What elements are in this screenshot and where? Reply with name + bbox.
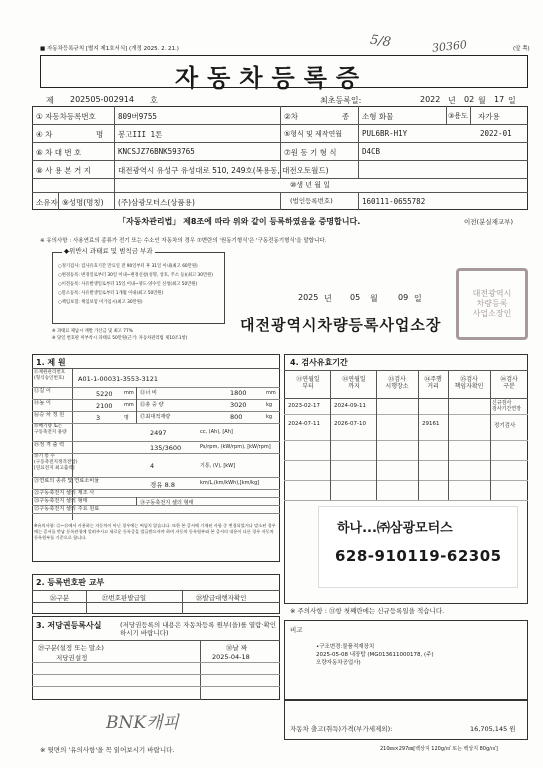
violation-foot2: ※ 당일 번호판 미부착시 과태료 50만원(근거: 자동차관리법 제10조1항) (52, 336, 188, 341)
ins-header-from: ㉛연월일 부터 (296, 376, 320, 390)
mortgage-title: 3. 저당권등록사실 (36, 621, 102, 630)
spec-value: 4 (150, 461, 155, 470)
spec-label: ㉕구동축전지 셀의 주요 원료 (34, 506, 100, 512)
spec-label: ㉓구동축전지 셀의 형태 (34, 498, 88, 504)
car-name-value: 봉고III 1톤 (118, 130, 163, 139)
spec-label2: ⑰최대적재량 (140, 414, 171, 420)
car-type-value: 소형 화물 (362, 112, 394, 121)
spec-title: 1. 제 원 (36, 358, 66, 367)
inspection-note: ※ 주의사항 : ㉛항 첫째란에는 신규등록일을 적습니다. (290, 607, 445, 615)
spec-value: 135/3600 (150, 443, 182, 452)
first-reg-day: 17 (494, 95, 505, 104)
form-reference: ■ 자동차등록규칙 [별지 제1호서식] (개정 2025. 2. 21.) (40, 46, 179, 52)
spec-label: ⑳기 통 수 (구동축전지정격전압) [연료전지 최고출력] (34, 454, 78, 471)
mortgage-note: (저당권등록의 내용은 자동차등록 원부(을)를 열람·확인하시기 바랍니다) (120, 621, 277, 637)
first-reg-month: 02 (464, 95, 475, 104)
doc-no-suffix: 호 (150, 96, 158, 105)
car-name-label: ④ 차 (36, 130, 53, 139)
spec-unit: km/L,(km/kWh),[km/kg] (200, 480, 260, 486)
issue-d: 일 (414, 294, 422, 303)
spec-unit: mm (124, 402, 134, 408)
plate-header-kind: ㉖구분 (50, 594, 70, 602)
spec-label2: ⑬너 비 (140, 390, 157, 396)
reg-no-label: ① 자동차등록번호 (36, 112, 96, 121)
spec-unit2: mm (266, 390, 276, 396)
remarks-text1: •구조변경:물품적재장치 (316, 644, 375, 650)
model-year-value: 2022-01 (480, 129, 512, 138)
ins-row1-kind: 신규검사 검사기간연장 (492, 400, 521, 412)
certify-text: 「자동차관리법」 제8조에 따라 위와 같이 등록하였음을 증명합니다. (118, 217, 361, 226)
ins-row1-from: 2023-02-17 (288, 403, 320, 409)
spec-label2: ㉔구동축전지 셀의 형태 (140, 500, 194, 506)
spec-value2: 800 (230, 413, 243, 421)
plate-header-date: ㉗번호판발급일 (102, 594, 147, 602)
sticker-line1: 하나...㈜삼광모터스 (337, 521, 453, 536)
location-value: 대전광역시 유성구 유성대로 510, 249호(복용동, 대전오토월드) (118, 166, 329, 175)
handwritten-note-bottom: BNK캐피 (106, 713, 179, 733)
ins-row2-kind: 정기검사 (494, 423, 516, 429)
spec-label: ⑲정 격 출 력 (34, 442, 65, 448)
spec-value: 3 (96, 413, 101, 422)
owner-name-label: ⑨성명(명칭) (62, 198, 104, 207)
doc-no-label: 제 (46, 96, 54, 105)
spec-label: ⑯승 차 정 원 (34, 412, 65, 418)
mortgage-kind-value: 저당권설정 (56, 654, 88, 662)
issue-year: 2025 (298, 293, 319, 302)
owner-name-value: (주)삼광모터스(상품용) (118, 198, 195, 207)
ins-row2-km: 29161 (422, 421, 440, 427)
reissue-text: 이전(분실재교부) (464, 218, 514, 226)
violation-item: ○책임보험: 책임보험 미가입시(최고 30만원) (58, 300, 143, 305)
model-value: PUL6BR-H1Y (362, 129, 408, 138)
ins-header-place: ㉝검사 시행장소 (385, 376, 409, 390)
location-label: ⑧ 사 용 본 거 지 (36, 166, 91, 175)
spec-unit: 명 (124, 415, 129, 421)
violation-list (58, 262, 213, 307)
violation-item: ○말소등록: 사유발생일로부터 1개월 이내(최고 50만원) (58, 291, 164, 296)
violation-item: ○정기검사: 검사유효기간 만료일 전 90일부터 후 31일 이내(최고 60만원) (58, 264, 198, 269)
spec-value: 5220 (96, 389, 113, 398)
paper-spec: 210㎜×297㎜[백상지 120g/㎡ 또는 백상지 80g/㎡] (380, 746, 498, 752)
ins-row2-from: 2024-07-11 (288, 421, 320, 427)
ins-header-sign: ㉟검사 책임자확인 (454, 376, 484, 390)
spec-unit: mm (124, 390, 134, 396)
spec-unit: Ps/rpm, (kW/rpm), [kW/rpm] (200, 444, 271, 450)
price-section (284, 700, 528, 740)
use-label: ③용도 (448, 112, 468, 120)
spec-unit: cc, (Ah), [Ah] (200, 429, 233, 435)
violation-title: ◆위반시 과태료 및 범칙금 부과 (64, 247, 153, 255)
spec-label: ㉑연료의 종류 및 연료소비율 (34, 478, 100, 484)
plate-title: 2. 등록번호판 교부 (36, 578, 105, 587)
spec-unit2: kg (266, 402, 273, 408)
spec-value2: 3020 (230, 401, 247, 409)
first-reg-year: 2022 (420, 95, 441, 104)
remarks-text3: 오량자동차공업사) (316, 660, 361, 666)
mortgage-header-date: ㉚날 짜 (226, 644, 248, 652)
spec-value: A01-1-00031-3553-3121 (78, 374, 158, 383)
spec-label: ⑫길 이 (34, 388, 51, 394)
violation-item: ○변경등록: 변경일로부터 30일 이내~변경신청(성명, 상호, 주소 등)(최고 30만원) (58, 273, 213, 278)
issue-y: 년 (324, 294, 332, 303)
owner-label: 소유자 (36, 198, 58, 207)
ins-header-km: ㉞주행 거리 (424, 376, 442, 390)
issue-m: 월 (370, 294, 378, 303)
vin-label: ⑥ 차 대 번 호 (36, 148, 82, 157)
official-seal: 대전광역시 차량등록 사업소장인 (456, 268, 528, 340)
reg-no-value: 809버9755 (118, 112, 157, 121)
first-reg-y: 년 (448, 96, 456, 105)
handwritten-note-top: 5/8 (369, 32, 392, 51)
remarks-text2: 2025-05-08 내장탑 (MG013611000178, (주) (316, 652, 434, 658)
caution-note: ※ 유의사항 : 사용연료의 종류가 전기 또는 수소인 자동차의 경우 ⑦변란의 '원동기형식'은 '구동전동기형식'을 말합니다. (40, 238, 327, 244)
violation-foot1: ※ 과태료 체납시 재발 가산금 및 최고 77% (52, 329, 133, 334)
owner-id-value: 160111-0655782 (362, 197, 426, 206)
sticker-line2: 628-910119-62305 (335, 547, 502, 565)
inspection-title: 4. 검사유효기간 (290, 358, 348, 367)
owner-id-label2: (법인등록번호) (290, 197, 333, 205)
spec-label: ⑱배기량 또는 구동축전지 용량 (34, 424, 67, 435)
car-type-label: ②차 (284, 112, 298, 121)
car-name-label2: 명 (96, 130, 104, 139)
violation-item: ○이전등록: 사유발생일로부터 15일 이내~양도·양수인 신청(최고 50만원) (58, 282, 198, 287)
use-value: 자가용 (478, 112, 500, 121)
doc-no-value: 202505-002914 (70, 95, 134, 104)
spec-label: ㉒구동축전지 셀의 제조 사 (34, 490, 95, 496)
issue-day: 09 (398, 293, 409, 302)
spec-value: 경유 8.8 (150, 480, 175, 489)
spec-unit: 기통, (V), [kW] (200, 463, 236, 469)
spec-value: 2100 (96, 401, 113, 410)
first-reg-d: 일 (508, 96, 516, 105)
spec-value: 2497 (150, 428, 167, 437)
engine-label: ⑦원 동 기 형 식 (284, 148, 337, 157)
spec-value2: 1800 (230, 389, 247, 397)
handwritten-number: 30360 (431, 38, 468, 55)
price-value: 16,705,145 원 (470, 725, 516, 733)
spec-label2: ⑮총 중 량 (140, 402, 164, 408)
page-title: 자동차등록증 (175, 63, 369, 92)
price-label: 자동차 출고(취득)가격(부가세제외): (290, 725, 393, 733)
engine-value: D4CB (362, 147, 381, 156)
first-reg-label: 최초등록일: (320, 96, 362, 105)
bank-account-sticker (318, 506, 518, 588)
model-label: ⑤형식 및 제작연월 (284, 130, 343, 138)
mortgage-date-value: 2025-04-18 (212, 653, 250, 661)
spec-footnote: ※유의사항: ㉒~㉕에서 사용하는 자동차이 아닌 경우에는 써넣지 않습니다. 또한 본 증서에 기재된 사항 중 변경되었거나 말소된 경우에는 증서를 반납 등록관청에 알려주시고 새로운 등록증을 발급받으셔야 하며 자동차 등록원부와 본 증서의 내용이 다른 경우 자동차 등록원부를 기준으로 합니다. (34, 523, 276, 540)
spec-label: ⑪제원관리번호 (형식승인번호) (34, 370, 66, 381)
mortgage-header-kind: ㉙구분(설정 또는 말소) (38, 644, 104, 652)
ins-row1-to: 2024-09-11 (334, 403, 366, 409)
issue-month: 05 (350, 293, 361, 302)
plate-header-confirm: ㉘발급대행자확인 (196, 594, 247, 602)
spec-label: ⑭높 이 (34, 400, 51, 406)
back-note: ※ 뒷면의 '유의사항'을 꼭 읽어보시기 바랍니다. (40, 746, 175, 754)
owner-id-label: ⑩생 년 월 일 (290, 181, 330, 189)
remarks-label: 비고 (290, 626, 303, 634)
spec-unit2: kg (266, 414, 273, 420)
ins-header-to: ㉜연월일 까지 (342, 376, 366, 390)
ins-row2-to: 2026-07-10 (334, 421, 366, 427)
car-type-label2: 종 (342, 112, 350, 121)
ins-header-kind: ㊱검사 구분 (500, 376, 518, 390)
first-reg-m: 월 (478, 96, 486, 105)
issuer-name: 대전광역시차량등록사업소장 (240, 316, 442, 334)
page-mark: (앞 쪽) (513, 46, 530, 52)
vin-value: KNCSJZ76BNK593765 (118, 147, 195, 156)
